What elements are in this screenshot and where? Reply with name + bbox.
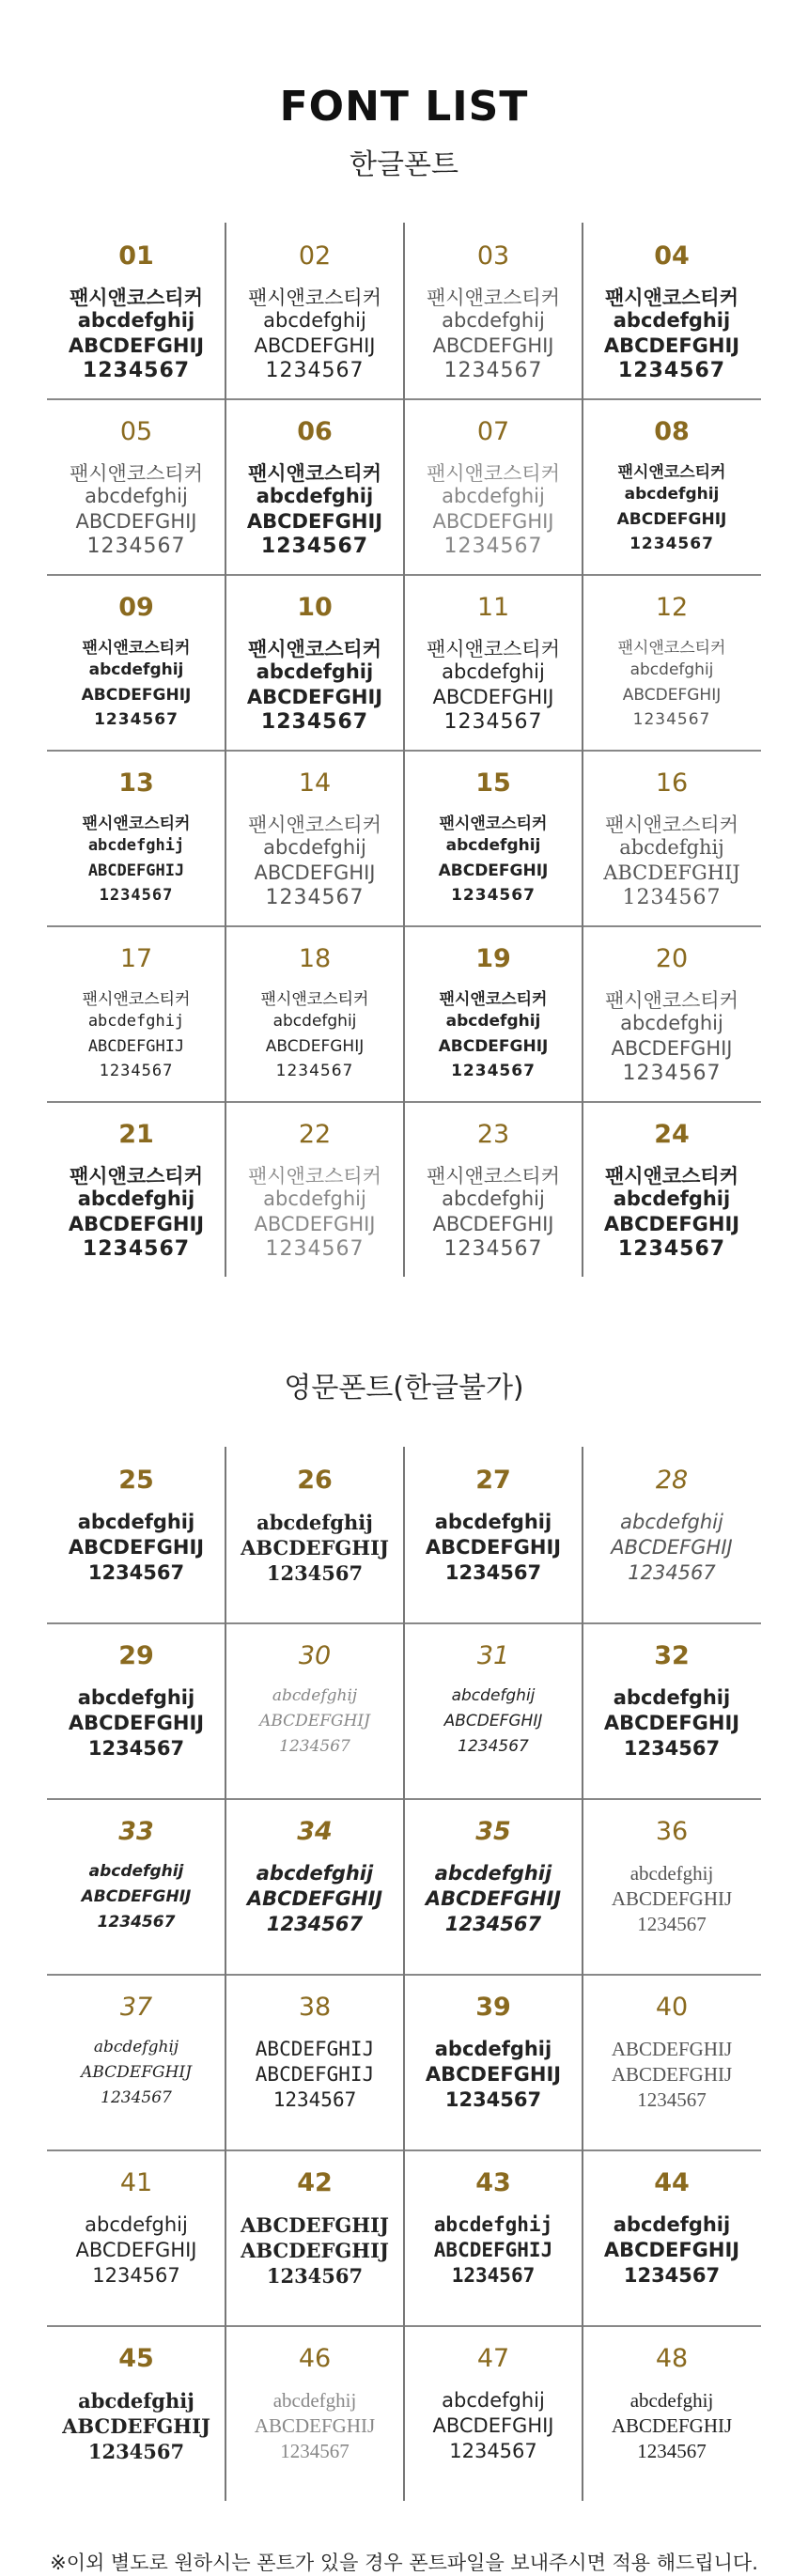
digits-sample: 1234567: [622, 1062, 722, 1085]
korean-sample: 팬시앤코스티커: [247, 814, 381, 836]
digits-sample: 1234567: [260, 535, 369, 558]
font-number: 12: [655, 593, 689, 622]
uppercase-sample: ABCDEFGHIJ: [246, 1887, 383, 1910]
lowercase-sample: abcdefghij: [77, 1511, 195, 1533]
lowercase-sample: abcdefghij: [629, 660, 714, 679]
uppercase-sample: ABCDEFGHIJ: [255, 2063, 375, 2086]
font-sample-cell: [583, 2325, 761, 2501]
digits-sample: 1234567: [444, 1561, 542, 1584]
font-sample-cell: [404, 2325, 583, 2501]
font-number: 08: [654, 417, 690, 446]
digits-sample: 1234567: [617, 1237, 726, 1261]
lowercase-sample: abcdefghij: [434, 1511, 552, 1533]
font-number: 35: [475, 1817, 511, 1846]
lowercase-sample: abcdefghij: [620, 1511, 723, 1533]
font-sample-cell: [47, 1101, 225, 1277]
font-number: 16: [655, 768, 689, 798]
uppercase-sample: ABCDEFGHIJ: [611, 2414, 733, 2437]
digits-sample: 1234567: [279, 1737, 350, 1756]
font-sample-cell: [225, 1798, 404, 1974]
korean-sample: 팬시앤코스티커: [617, 463, 726, 482]
font-sample-cell: [404, 2149, 583, 2325]
lowercase-sample: abcdefghij: [87, 836, 185, 855]
digits-sample: 1234567: [443, 535, 543, 558]
digits-sample: 1234567: [99, 886, 174, 905]
digits-sample: 1234567: [87, 1737, 185, 1760]
font-sample-cell: [583, 925, 761, 1101]
digits-sample: 1234567: [266, 2264, 364, 2288]
digits-sample: 1234567: [101, 2088, 172, 2107]
font-number: 25: [118, 1466, 154, 1495]
lowercase-sample: abcdefghij: [77, 1187, 195, 1210]
korean-sample: 팬시앤코스티커: [260, 990, 369, 1009]
font-sample-cell: [225, 398, 404, 574]
font-sample-cell: [583, 2149, 761, 2325]
font-number: 26: [297, 1466, 333, 1495]
uppercase-sample: ABCDEFGHIJ: [432, 2414, 554, 2437]
font-number: 01: [118, 241, 154, 271]
digits-sample: 1234567: [444, 2088, 542, 2111]
korean-sample: 팬시앤코스티커: [247, 638, 381, 660]
lowercase-sample: abcdefghij: [620, 1012, 723, 1034]
digits-sample: 1234567: [637, 2088, 707, 2111]
digits-sample: 1234567: [265, 359, 365, 382]
korean-font-grid: [47, 223, 761, 1284]
uppercase-sample: ABCDEFGHIJ: [438, 1037, 549, 1056]
uppercase-sample: ABCDEFGHIJ: [87, 1037, 185, 1056]
korean-sample: 팬시앤코스티커: [247, 1165, 381, 1187]
uppercase-sample: ABCDEFGHIJ: [254, 334, 376, 357]
lowercase-sample: abcdefghij: [445, 836, 541, 855]
font-sample-cell: [47, 1974, 225, 2149]
uppercase-sample: ABCDEFGHIJ: [443, 1712, 543, 1730]
font-number: 48: [655, 2344, 689, 2373]
lowercase-sample: abcdefghij: [442, 2389, 545, 2412]
lowercase-sample: abcdefghij: [263, 836, 366, 859]
lowercase-sample: ABCDEFGHIJ: [241, 2213, 389, 2237]
lowercase-sample: abcdefghij: [434, 1862, 552, 1885]
font-number: 17: [119, 944, 153, 973]
font-sample-cell: [225, 2325, 404, 2501]
uppercase-sample: ABCDEFGHIJ: [438, 861, 549, 880]
korean-sample: 팬시앤코스티커: [69, 287, 203, 309]
font-sample-cell: [404, 574, 583, 750]
uppercase-sample: ABCDEFGHIJ: [68, 334, 205, 357]
uppercase-sample: ABCDEFGHIJ: [425, 1536, 562, 1559]
font-sample-cell: [404, 1447, 583, 1622]
lowercase-sample: abcdefghij: [85, 2213, 188, 2236]
lowercase-sample: abcdefghij: [442, 660, 545, 683]
uppercase-sample: ABCDEFGHIJ: [616, 510, 727, 529]
font-number: 43: [475, 2168, 511, 2197]
digits-sample: 1234567: [82, 359, 191, 382]
digits-sample: 1234567: [451, 2264, 536, 2287]
uppercase-sample: ABCDEFGHIJ: [611, 2063, 733, 2086]
font-number: 39: [475, 1993, 511, 2022]
font-number: 09: [118, 593, 154, 622]
font-sample-cell: [225, 1622, 404, 1798]
english-section-heading: 영문폰트(한글불가): [284, 1372, 524, 1404]
korean-sample: 팬시앤코스티커: [604, 814, 738, 836]
font-number: 14: [298, 768, 332, 798]
uppercase-sample: ABCDEFGHIJ: [259, 1712, 370, 1730]
lowercase-sample: abcdefghij: [88, 660, 184, 679]
digits-sample: 1234567: [94, 710, 179, 729]
lowercase-sample: ABCDEFGHIJ: [611, 2038, 733, 2060]
lowercase-sample: abcdefghij: [256, 660, 374, 683]
font-sample-cell: [583, 1447, 761, 1622]
lowercase-sample: abcdefghij: [451, 1686, 536, 1705]
font-sample-cell: [583, 223, 761, 398]
font-number: 38: [298, 1993, 332, 2022]
font-number: 22: [298, 1120, 332, 1149]
uppercase-sample: ABCDEFGHIJ: [432, 686, 554, 708]
lowercase-sample: abcdefghij: [256, 1511, 373, 1534]
lowercase-sample: abcdefghij: [624, 485, 720, 504]
uppercase-sample: ABCDEFGHIJ: [622, 686, 722, 705]
font-sample-cell: [404, 398, 583, 574]
korean-sample: 팬시앤코스티커: [604, 287, 738, 309]
uppercase-sample: ABCDEFGHIJ: [246, 510, 383, 533]
font-sample-cell: [404, 223, 583, 398]
font-number: 31: [476, 1641, 510, 1670]
font-sample-cell: [404, 1974, 583, 2149]
lowercase-sample: abcdefghij: [442, 1187, 545, 1210]
font-number: 06: [297, 417, 333, 446]
uppercase-sample: ABCDEFGHIJ: [87, 861, 185, 880]
font-number: 04: [654, 241, 690, 271]
uppercase-sample: ABCDEFGHIJ: [81, 686, 192, 705]
font-sample-cell: [404, 1622, 583, 1798]
uppercase-sample: ABCDEFGHIJ: [68, 1712, 205, 1734]
korean-sample: 팬시앤코스티커: [247, 462, 381, 485]
font-sample-cell: [583, 1101, 761, 1277]
font-number: 24: [654, 1120, 690, 1149]
uppercase-sample: ABCDEFGHIJ: [611, 1887, 733, 1910]
font-number: 40: [655, 1993, 689, 2022]
font-number: 02: [298, 241, 332, 271]
font-sample-cell: [225, 574, 404, 750]
font-sample-cell: [225, 1447, 404, 1622]
digits-sample: 1234567: [443, 710, 543, 734]
digits-sample: 1234567: [265, 886, 365, 909]
digits-sample: 1234567: [617, 359, 726, 382]
font-number: 47: [476, 2344, 510, 2373]
digits-sample: 1234567: [444, 1913, 542, 1935]
uppercase-sample: ABCDEFGHIJ: [81, 2063, 192, 2082]
uppercase-sample: ABCDEFGHIJ: [75, 510, 197, 533]
digits-sample: 1234567: [443, 1237, 543, 1261]
lowercase-sample: abcdefghij: [629, 2389, 714, 2412]
font-number: 45: [118, 2344, 154, 2373]
font-number: 13: [118, 768, 154, 798]
font-sample-cell: [47, 398, 225, 574]
lowercase-sample: abcdefghij: [87, 1012, 185, 1031]
font-sample-cell: [47, 574, 225, 750]
lowercase-sample: abcdefghij: [77, 1686, 195, 1709]
digits-sample: 1234567: [86, 535, 186, 558]
font-number: 19: [475, 944, 511, 973]
korean-sample: 팬시앤코스티커: [82, 990, 191, 1009]
font-sample-cell: [47, 2149, 225, 2325]
digits-sample: 1234567: [266, 1913, 364, 1935]
font-sample-cell: [225, 1101, 404, 1277]
uppercase-sample: ABCDEFGHIJ: [254, 861, 376, 884]
lowercase-sample: abcdefghij: [445, 1012, 541, 1031]
uppercase-sample: ABCDEFGHIJ: [425, 1887, 562, 1910]
uppercase-sample: ABCDEFGHIJ: [68, 1213, 205, 1235]
korean-sample: 팬시앤코스티커: [247, 287, 381, 309]
font-sample-cell: [225, 2149, 404, 2325]
korean-sample: 팬시앤코스티커: [82, 815, 191, 833]
digits-sample: 1234567: [97, 1913, 176, 1932]
uppercase-sample: ABCDEFGHIJ: [603, 1712, 740, 1734]
font-number: 33: [118, 1817, 154, 1846]
font-sample-cell: [583, 574, 761, 750]
digits-sample: 1234567: [87, 2440, 185, 2463]
digits-sample: 1234567: [87, 1561, 185, 1584]
digits-sample: 1234567: [443, 359, 543, 382]
lowercase-sample: abcdefghij: [85, 485, 188, 507]
korean-sample: 팬시앤코스티커: [426, 638, 560, 660]
font-number: 23: [476, 1120, 510, 1149]
font-number: 46: [298, 2344, 332, 2373]
digits-sample: 1234567: [280, 2440, 350, 2462]
digits-sample: 1234567: [623, 2264, 721, 2287]
uppercase-sample: ABCDEFGHIJ: [254, 2414, 376, 2437]
uppercase-sample: ABCDEFGHIJ: [254, 1213, 376, 1235]
digits-sample: 1234567: [82, 1237, 191, 1261]
lowercase-sample: abcdefghij: [629, 1862, 714, 1885]
font-number: 44: [654, 2168, 690, 2197]
korean-sample: 팬시앤코스티커: [69, 462, 203, 485]
uppercase-sample: ABCDEFGHIJ: [68, 1536, 205, 1559]
uppercase-sample: ABCDEFGHIJ: [432, 510, 554, 533]
font-number: 29: [118, 1641, 154, 1670]
digits-sample: 1234567: [99, 1062, 174, 1080]
font-sample-cell: [225, 750, 404, 925]
korean-sample: 팬시앤코스티커: [604, 1165, 738, 1187]
lowercase-sample: abcdefghij: [613, 2213, 731, 2236]
font-number: 10: [297, 593, 333, 622]
digits-sample: 1234567: [260, 710, 369, 734]
font-number: 36: [655, 1817, 689, 1846]
font-number: 27: [475, 1466, 511, 1495]
uppercase-sample: ABCDEFGHIJ: [241, 2239, 389, 2262]
korean-sample: 팬시앤코스티커: [426, 462, 560, 485]
korean-sample: 팬시앤코스티커: [439, 815, 548, 833]
font-sample-cell: [404, 925, 583, 1101]
korean-sample: 팬시앤코스티커: [82, 639, 191, 658]
uppercase-sample: ABCDEFGHIJ: [241, 1536, 389, 1560]
font-sample-cell: [47, 750, 225, 925]
korean-sample: 팬시앤코스티커: [617, 639, 726, 658]
font-number: 42: [297, 2168, 333, 2197]
uppercase-sample: ABCDEFGHIJ: [265, 1037, 365, 1056]
font-number: 03: [476, 241, 510, 271]
font-sample-cell: [225, 1974, 404, 2149]
korean-section-heading: 한글폰트: [350, 148, 458, 181]
font-sample-cell: [47, 925, 225, 1101]
font-sample-cell: [47, 1622, 225, 1798]
font-sample-cell: [47, 1447, 225, 1622]
digits-sample: 1234567: [451, 886, 536, 905]
korean-sample: 팬시앤코스티커: [604, 989, 738, 1012]
font-number: 21: [118, 1120, 154, 1149]
font-sample-cell: [47, 2325, 225, 2501]
font-sample-cell: [583, 750, 761, 925]
english-font-grid: [47, 1447, 761, 2508]
lowercase-sample: abcdefghij: [93, 2038, 179, 2056]
font-number: 37: [119, 1993, 153, 2022]
korean-sample: 팬시앤코스티커: [69, 1165, 203, 1187]
digits-sample: 1234567: [458, 1737, 529, 1756]
footer-note: ※이외 별도로 원하시는 폰트가 있을 경우 폰트파일을 보내주시면 적용 해드립니다.: [50, 2552, 758, 2574]
digits-sample: 1234567: [628, 1561, 716, 1584]
font-number: 20: [655, 944, 689, 973]
font-sample-cell: [404, 1798, 583, 1974]
font-number: 28: [655, 1466, 689, 1495]
digits-sample: 1234567: [637, 1913, 707, 1935]
digits-sample: 1234567: [266, 1561, 364, 1585]
digits-sample: 1234567: [637, 2440, 707, 2462]
font-number: 05: [119, 417, 153, 446]
uppercase-sample: ABCDEFGHIJ: [611, 1037, 733, 1060]
lowercase-sample: abcdefghij: [613, 309, 731, 332]
lowercase-sample: ABCDEFGHIJ: [255, 2038, 375, 2060]
font-sample-cell: [404, 1101, 583, 1277]
lowercase-sample: abcdefghij: [263, 309, 366, 332]
font-sample-cell: [225, 223, 404, 398]
lowercase-sample: abcdefghij: [434, 2038, 552, 2060]
digits-sample: 1234567: [449, 2440, 537, 2462]
digits-sample: 1234567: [92, 2264, 180, 2287]
lowercase-sample: abcdefghij: [77, 309, 195, 332]
uppercase-sample: ABCDEFGHIJ: [246, 686, 383, 708]
uppercase-sample: ABCDEFGHIJ: [75, 2239, 197, 2261]
korean-sample: 팬시앤코스티커: [439, 990, 548, 1009]
lowercase-sample: abcdefghij: [78, 2389, 194, 2413]
digits-sample: 1234567: [451, 1062, 536, 1080]
font-sample-cell: [404, 750, 583, 925]
font-number: 32: [654, 1641, 690, 1670]
font-sample-cell: [583, 1974, 761, 2149]
lowercase-sample: abcdefghij: [613, 1686, 731, 1709]
lowercase-sample: abcdefghij: [613, 1187, 731, 1210]
font-number: 11: [476, 593, 510, 622]
font-number: 30: [298, 1641, 332, 1670]
lowercase-sample: abcdefghij: [263, 1187, 366, 1210]
digits-sample: 1234567: [272, 2088, 357, 2111]
font-number: 15: [475, 768, 511, 798]
font-sample-cell: [583, 1798, 761, 1974]
lowercase-sample: abcdefghij: [442, 309, 545, 332]
digits-sample: 1234567: [275, 1062, 354, 1080]
lowercase-sample: abcdefghij: [256, 485, 374, 507]
lowercase-sample: abcdefghij: [272, 2389, 357, 2412]
uppercase-sample: ABCDEFGHIJ: [62, 2414, 210, 2438]
font-number: 41: [119, 2168, 153, 2197]
digits-sample: 1234567: [265, 1237, 365, 1261]
uppercase-sample: ABCDEFGHIJ: [603, 1213, 740, 1235]
uppercase-sample: ABCDEFGHIJ: [432, 1213, 554, 1235]
font-sample-cell: [583, 398, 761, 574]
font-sample-cell: [47, 1798, 225, 1974]
uppercase-sample: ABCDEFGHIJ: [603, 334, 740, 357]
digits-sample: 1234567: [623, 1737, 721, 1760]
uppercase-sample: ABCDEFGHIJ: [611, 1536, 733, 1559]
uppercase-sample: ABCDEFGHIJ: [433, 2239, 553, 2261]
lowercase-sample: abcdefghij: [272, 1012, 357, 1031]
uppercase-sample: ABCDEFGHIJ: [81, 1887, 192, 1906]
font-sample-cell: [47, 223, 225, 398]
korean-sample: 팬시앤코스티커: [426, 287, 560, 309]
lowercase-sample: abcdefghij: [256, 1862, 374, 1885]
font-number: 07: [476, 417, 510, 446]
lowercase-sample: abcdefghij: [272, 1686, 358, 1705]
digits-sample: 1234567: [632, 710, 711, 729]
uppercase-sample: ABCDEFGHIJ: [603, 861, 740, 884]
lowercase-sample: abcdefghij: [442, 485, 545, 507]
digits-sample: 1234567: [622, 886, 722, 909]
lowercase-sample: abcdefghij: [88, 1862, 184, 1881]
uppercase-sample: ABCDEFGHIJ: [425, 2063, 562, 2086]
font-sample-cell: [225, 925, 404, 1101]
digits-sample: 1234567: [629, 535, 714, 553]
font-number: 18: [298, 944, 332, 973]
lowercase-sample: abcdefghij: [619, 836, 724, 859]
font-sample-cell: [583, 1622, 761, 1798]
page-title: FONT LIST: [279, 83, 529, 131]
lowercase-sample: abcdefghij: [433, 2213, 553, 2236]
font-number: 34: [297, 1817, 333, 1846]
korean-sample: 팬시앤코스티커: [426, 1165, 560, 1187]
uppercase-sample: ABCDEFGHIJ: [432, 334, 554, 357]
uppercase-sample: ABCDEFGHIJ: [603, 2239, 740, 2261]
